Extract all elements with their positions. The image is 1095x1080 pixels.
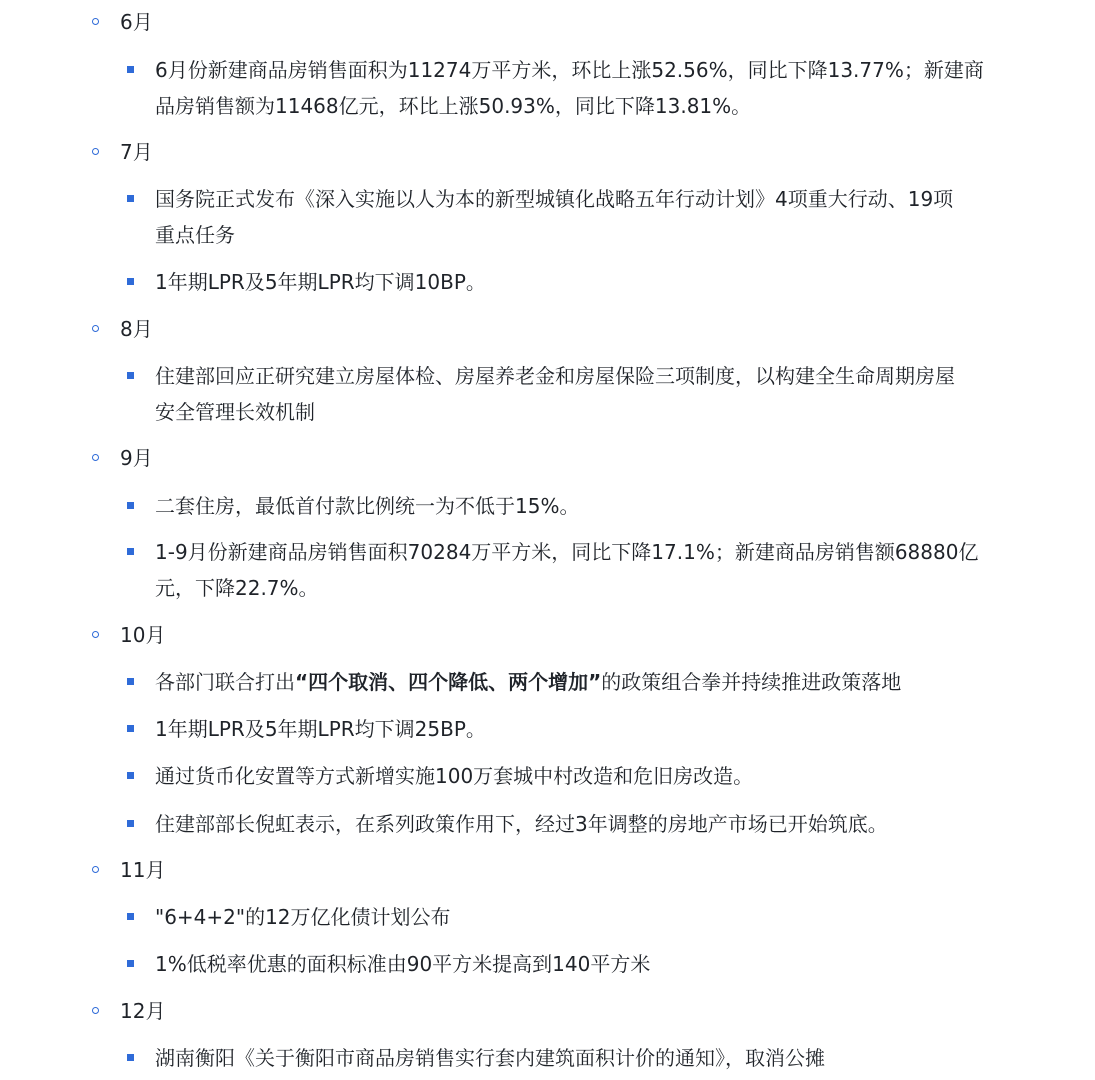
month-bullet	[92, 454, 99, 461]
list-item	[155, 534, 1047, 606]
item-text-line: 住建部部长倪虹表示，在系列政策作用下，经过3年调整的房地产市场已开始筑底。	[155, 812, 888, 836]
month-heading-december: 12月	[120, 999, 166, 1023]
item-bullet	[127, 772, 134, 779]
month-heading-august: 8月	[120, 317, 153, 341]
list-item	[155, 711, 1047, 747]
item-bullet	[127, 66, 134, 73]
item-text-line	[155, 664, 1047, 700]
item-bullet	[127, 960, 134, 967]
item-bullet	[127, 548, 134, 555]
month-heading-june: 6月	[120, 10, 153, 34]
item-text-line: 1年期LPR及5年期LPR均下调10BP。	[155, 270, 486, 294]
item-text-prefix: 各部门联合打出	[155, 670, 295, 694]
item-bullet	[127, 372, 134, 379]
list-item	[155, 264, 1047, 300]
item-text-line: 品房销售额为11468亿元，环比上涨50.93%，同比下降13.81%。	[155, 94, 752, 118]
item-text-line: 住建部回应正研究建立房屋体检、房屋养老金和房屋保险三项制度，以构建全生命周期房屋	[155, 364, 955, 388]
item-text-line: 重点任务	[155, 223, 235, 247]
item-text-line: 1-9月份新建商品房销售面积70284万平方米，同比下降17.1%；新建商品房销售额68880亿	[155, 540, 979, 564]
month-bullet	[92, 631, 99, 638]
month-heading-july: 7月	[120, 140, 153, 164]
item-bullet	[127, 678, 134, 685]
item-bullet	[127, 195, 134, 202]
month-bullet	[92, 18, 99, 25]
item-text-line: 二套住房，最低首付款比例统一为不低于15%。	[155, 494, 580, 518]
month-bullet	[92, 1007, 99, 1014]
item-bullet	[127, 913, 134, 920]
list-item	[155, 1040, 1047, 1076]
list-item	[155, 358, 1047, 430]
item-text-line: 6月份新建商品房销售面积为11274万平方米，环比上涨52.56%，同比下降13.77%；新建商	[155, 58, 984, 82]
list-item	[155, 758, 1047, 794]
month-bullet	[92, 325, 99, 332]
item-text-line: 湖南衡阳《关于衡阳市商品房销售实行套内建筑面积计价的通知》，取消公摊	[155, 1046, 825, 1070]
month-heading-october: 10月	[120, 623, 166, 647]
list-item	[155, 899, 1047, 935]
month-heading-september: 9月	[120, 446, 153, 470]
list-item	[155, 181, 1047, 253]
item-bullet	[127, 278, 134, 285]
item-text-line: 1%低税率优惠的面积标准由90平方米提高到140平方米	[155, 952, 651, 976]
item-text-line: 安全管理长效机制	[155, 400, 315, 424]
item-text-line: 国务院正式发布《深入实施以人为本的新型城镇化战略五年行动计划》4项重大行动、19项	[155, 187, 954, 211]
item-bullet	[127, 502, 134, 509]
list-item	[155, 488, 1047, 524]
item-text-emphasis: “四个取消、四个降低、两个增加”	[295, 670, 602, 694]
item-text-suffix: 的政策组合拳并持续推进政策落地	[601, 670, 902, 694]
item-text-line: 通过货币化安置等方式新增实施100万套城中村改造和危旧房改造。	[155, 764, 754, 788]
item-text-line: 1年期LPR及5年期LPR均下调25BP。	[155, 717, 486, 741]
month-bullet	[92, 866, 99, 873]
list-item	[155, 806, 1047, 842]
item-text-line: "6+4+2"的12万亿化债计划公布	[155, 905, 451, 929]
list-item	[155, 664, 1047, 700]
month-bullet	[92, 148, 99, 155]
item-bullet	[127, 1054, 134, 1061]
list-item	[155, 946, 1047, 982]
item-text-line: 元，下降22.7%。	[155, 576, 319, 600]
item-bullet	[127, 725, 134, 732]
list-item	[155, 52, 1047, 124]
month-heading-november: 11月	[120, 858, 166, 882]
item-bullet	[127, 820, 134, 827]
